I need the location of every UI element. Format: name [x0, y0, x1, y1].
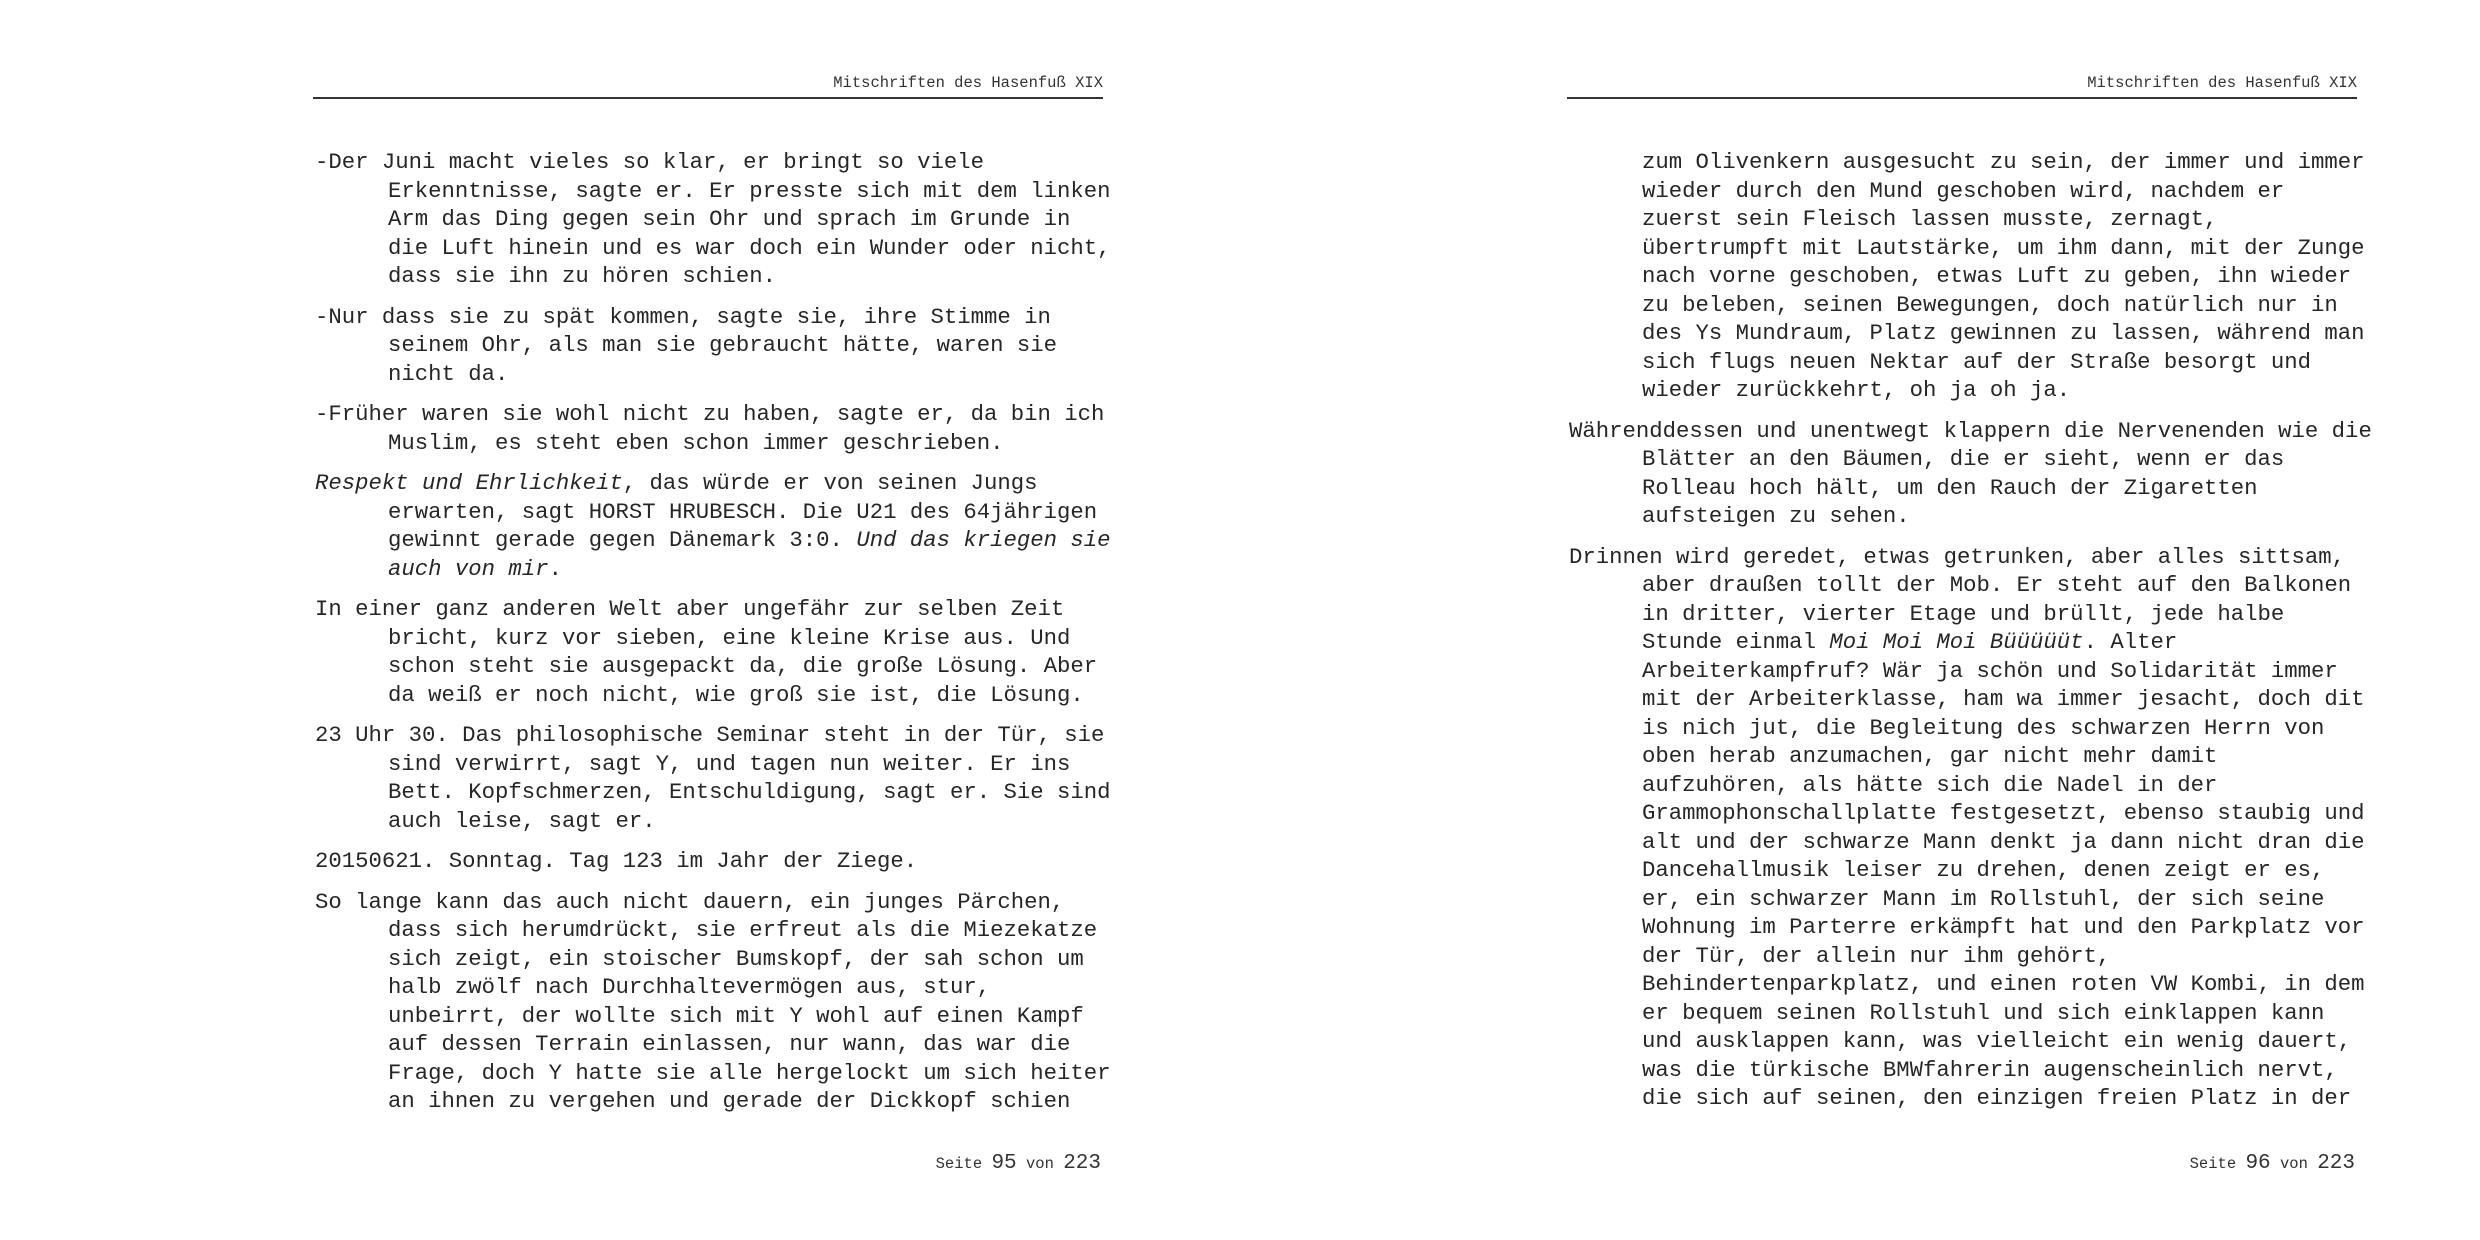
italic-phrase: Respekt und Ehrlichkeit [315, 470, 623, 496]
body-text [315, 148, 1111, 1128]
page-total: 223 [1063, 1152, 1101, 1175]
paragraph: 23 Uhr 30. Das philosophische Seminar steht in der Tür, sie sind verwirrt, sagt Y, und tagen nun weiter. Er ins Bett. Kopfschmerzen, Entschuldigung, sagt er. Sie sind auch leise, sagt er. [315, 722, 1111, 834]
paragraph [1569, 543, 2365, 1113]
paragraph: Währenddessen und unentwegt klappern die Nervenenden wie die Blätter an den Bäumen, die er sieht, wenn er das Rolleau hoch hält, um den Rauch der Zigaretten aufsteigen zu sehen. [1569, 417, 2372, 529]
paragraph: 20150621. Sonntag. Tag 123 im Jahr der Ziege. [315, 848, 918, 874]
footer-prefix: Seite [935, 1155, 983, 1173]
footer-mid: von [2279, 1155, 2308, 1173]
running-header: Mitschriften des Hasenfuß XIX [2087, 74, 2357, 92]
paragraph: In einer ganz anderen Welt aber ungefähr zur selben Zeit bricht, kurz vor sieben, eine kleine Krise aus. Und schon steht sie ausgepackt da, die große Lösung. Aber da weiß er noch nicht, wie groß sie ist, die Lösung. [315, 596, 1098, 708]
paragraph-continued: zum Olivenkern ausgesucht zu sein, der immer und immer wieder durch den Mund geschoben wird, nachdem er zuerst sein Fleisch lassen musste, zernagt, übertrumpft mit Lautstärke, um ihm dann, mit der Zunge nach vorne geschoben, etwas Luft zu geben, ihn wieder zu beleben, seinen Bewegungen, doch natürlich nur in des Ys Mundraum, Platz gewinnen zu lassen, während man sich flugs neuen Nektar auf der Straße besorgt und wieder zurückkehrt, oh ja oh ja. [1642, 149, 2365, 403]
footer-mid: von [1025, 1155, 1054, 1173]
footer-prefix: Seite [2189, 1155, 2237, 1173]
left-page [313, 0, 1111, 1240]
paragraph: -Nur dass sie zu spät kommen, sagte sie, ihre Stimme in seinem Ohr, als man sie gebraucht hätte, waren sie nicht da. [315, 303, 1058, 387]
italic-phrase: Und das kriegen sie auch von mir [388, 527, 1111, 582]
page-number: 95 [991, 1152, 1017, 1175]
page-footer [936, 1152, 1101, 1175]
page-total: 223 [2317, 1152, 2355, 1175]
page-footer [2190, 1152, 2355, 1175]
paragraph-text: . Alter Arbeiterkampfruf? Wär ja schön und Solidarität immer mit der Arbeiterklasse, ham wa immer jesacht, doch dit is nich jut, die Begleitung des schwarzen Herrn von oben herab anzumachen, gar nicht mehr damit aufzuhören, als hätte sich die Nadel in der Grammophonschallplatte festgesetzt, ebenso staubig und alt und der schwarze Mann denkt ja dann nicht dran die Dancehallmusik leiser zu drehen, denen zeigt er es, er, ein schwarzer Mann im Rollstuhl, der sich seine Wohnung im Parterre erkämpft hat und den Parkplatz vor der Tür, der allein nur ihm gehört, Behindertenparkplatz, und einen roten VW Kombi, in dem er bequem seinen Rollstuhl und sich einklappen kann und ausklappen kann, was vielleicht ein wenig dauert, was die türkische BMWfahrerin augenscheinlich nervt, die sich auf seinen, den einzigen freien Platz in der [1642, 629, 2365, 1111]
header-rule [1567, 97, 2357, 99]
header-rule [313, 97, 1103, 99]
running-header: Mitschriften des Hasenfuß XIX [833, 74, 1103, 92]
right-page [1567, 0, 2372, 1240]
paragraph: -Früher waren sie wohl nicht zu haben, sagte er, da bin ich Muslim, es steht eben schon immer geschrieben. [315, 401, 1105, 456]
paragraph [315, 469, 1111, 583]
page-number: 96 [2245, 1152, 2271, 1175]
paragraph-text: Drinnen wird geredet, etwas getrunken, aber alles sittsam, aber draußen tollt der Mob. Er steht auf den Balkonen in dritter, vierter Etage und brüllt, jede halbe Stunde einmal [1569, 543, 2352, 655]
paragraph: -Der Juni macht vieles so klar, er bringt so viele Erkenntnisse, sagte er. Er presste sich mit dem linken Arm das Ding gegen sein Ohr und sprach im Grunde in die Luft hinein und es war doch ein Wunder oder nicht, dass sie ihn zu hören schien. [315, 149, 1111, 289]
paragraph: So lange kann das auch nicht dauern, ein junges Pärchen, dass sich herumdrückt, sie erfreut als die Miezekatze sich zeigt, ein stoischer Bumskopf, der sah schon um halb zwölf nach Durchhaltevermögen aus, stur, unbeirrt, der wollte sich mit Y wohl auf einen Kampf auf dessen Terrain einlassen, nur wann, das war die Frage, doch Y hatte sie alle hergelockt um sich heiter an ihnen zu vergehen und gerade der Dickkopf schien [315, 888, 1111, 1114]
italic-phrase: Moi Moi Moi Büüüüüt [1829, 629, 2084, 655]
paragraph-text: , das würde er von seinen Jungs erwarten, sagt HORST HRUBESCH. Die U21 des 64jährigen gewinnt gerade gegen Dänemark 3:0. [388, 470, 1098, 553]
paragraph-text: . [548, 555, 562, 582]
body-text [1569, 148, 2372, 1125]
